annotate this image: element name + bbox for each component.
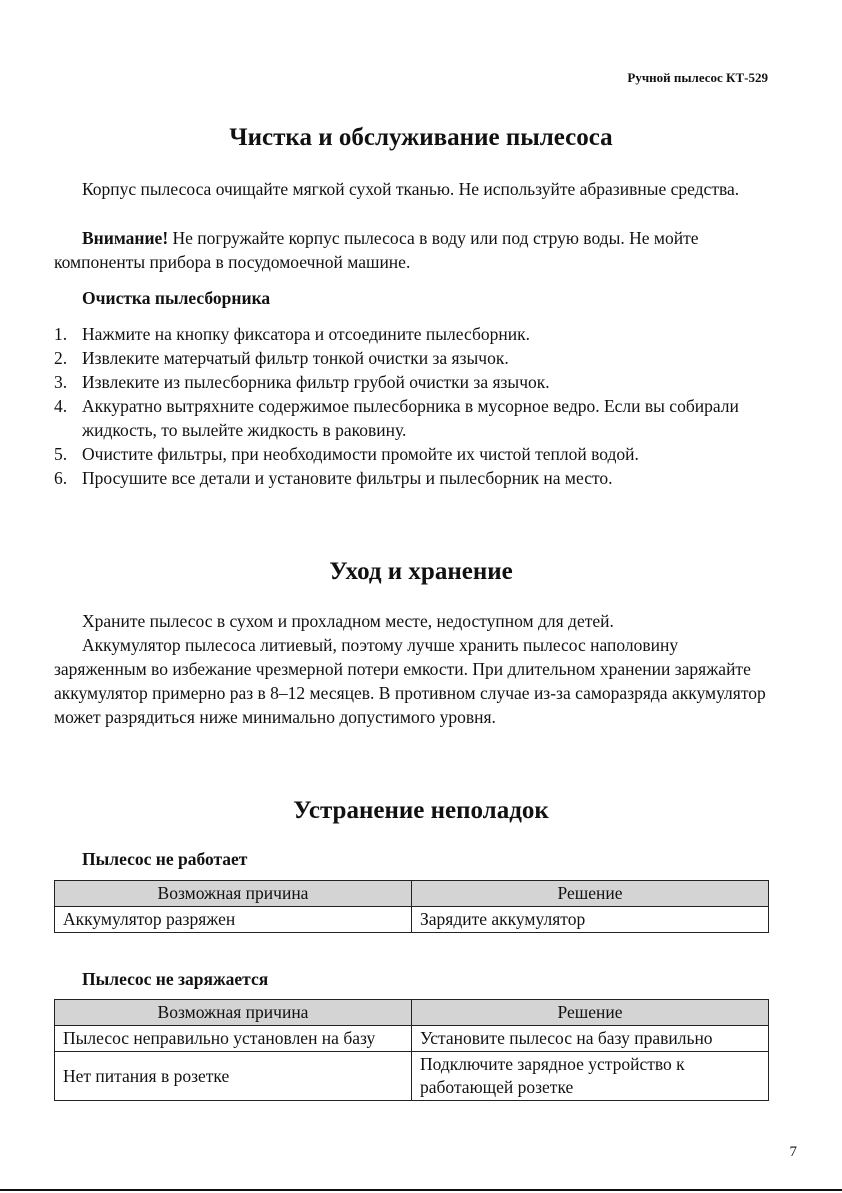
table-title-not-charging: Пылесос не заряжается [82,969,269,989]
table-cell-cause: Аккумулятор разряжен [55,907,412,933]
list-item [54,322,770,346]
table-title-not-working: Пылесос не работает [82,849,248,869]
table-cell-solution: Подключите зарядное устройство к работающей розетке [412,1052,769,1101]
list-item-text: Извлеките матерчатый фильтр тонкой очистки за язычок. [82,348,509,368]
column-header-cause: Возможная причина [55,881,412,907]
list-item [54,466,770,490]
warning-paragraph [54,226,770,274]
list-item-number: 4. [54,396,68,416]
table-cell-cause: Пылесос неправильно установлен на базу [55,1026,412,1052]
list-item-text: Просушите все детали и установите фильтры и пылесборник на место. [82,468,613,488]
list-item-number: 3. [54,372,68,392]
cleaning-paragraph: Корпус пылесоса очищайте мягкой сухой тканью. Не используйте абразивные средства. [82,179,740,199]
column-header-solution: Решение [412,881,769,907]
table-cell-cause: Нет питания в розетке [55,1052,412,1101]
table-row [55,907,769,933]
table-cell-solution: Зарядите аккумулятор [412,907,769,933]
table-row [55,1052,769,1101]
list-item-text: Аккуратно вытряхните содержимое пылесборника в мусорное ведро. Если вы собирали жидкость, то вылейте жидкость в раковину. [82,396,739,440]
storage-paragraph-2: Аккумулятор пылесоса литиевый, поэтому лучше хранить пылесос наполовину заряженным во избежание чрезмерной потери емкости. При длительном хранении заряжайте аккумулятор примерно раз в 8–12 месяцев. В противном случае из-за саморазряда аккумулятор может разрядиться ниже минимально допустимого уровня. [54,635,766,727]
table-header-row [55,881,769,907]
running-header: Ручной пылесос КТ-529 [627,70,768,85]
table-cell-solution: Установите пылесос на базу правильно [412,1026,769,1052]
troubleshooting-table-not-working [54,880,769,933]
list-item [54,394,770,442]
section-title-troubleshooting: Устранение неполадок [293,797,549,824]
cleaning-steps-list [54,322,770,490]
list-item [54,346,770,370]
list-item-number: 5. [54,444,68,464]
list-item-text: Нажмите на кнопку фиксатора и отсоедините пылесборник. [82,324,530,344]
table-header-row [55,1000,769,1026]
column-header-solution: Решение [412,1000,769,1026]
list-item-text: Очистите фильтры, при необходимости промойте их чистой теплой водой. [82,444,639,464]
section-title-cleaning: Чистка и обслуживание пылесоса [229,124,613,151]
warning-label: Внимание! [82,228,169,248]
section-title-storage: Уход и хранение [329,558,513,585]
bottom-divider [0,1189,842,1191]
subtitle-dust-container: Очистка пылесборника [82,288,271,308]
list-item [54,442,770,466]
storage-paragraph-1: Храните пылесос в сухом и прохладном месте, недоступном для детей. [82,611,614,631]
list-item-number: 1. [54,324,68,344]
warning-text: Не погружайте корпус пылесоса в воду или под струю воды. Не мойте компоненты прибора в посудомоечной машине. [54,228,699,272]
table-row [55,1026,769,1052]
list-item-text: Извлеките из пылесборника фильтр грубой очистки за язычок. [82,372,550,392]
page-number: 7 [789,1144,797,1160]
troubleshooting-table-not-charging [54,999,769,1101]
list-item-number: 6. [54,468,68,488]
list-item-number: 2. [54,348,68,368]
list-item [54,370,770,394]
column-header-cause: Возможная причина [55,1000,412,1026]
